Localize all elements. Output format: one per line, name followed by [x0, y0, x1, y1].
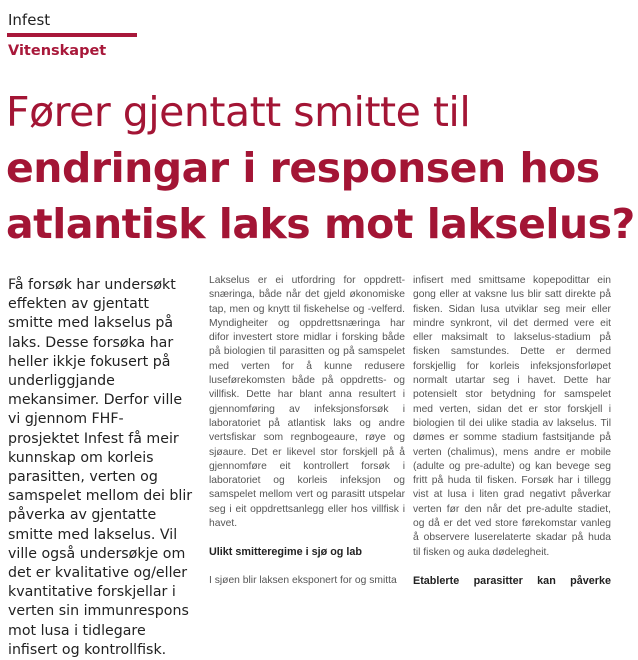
header-divider: [7, 33, 137, 37]
body-paragraph: Lakselus er ei utfordring for oppdrett-snæringa, både når det gjeld økonomiske tap, men og knytt til fiskehelse og -velferd. Myndigheiter og oppdrettsnæringa har difor investert store midlar i forsking både på biologien til parasitten og på samspelet med verten for å kunne redusere luseførekomsten både på oppdretts- og villfisk. Dette har blant anna resultert i gjennomføring av infeksjonsforsøk i laboratoriet på atlantisk laks og andre vertsfiskar som regnbogeaure, røye og sjøaure. Det er likevel stor forskjell på å gjennomføre eit kontrollert forsøk i laboratoriet og korleis infeksjon og samspelet mellom vert og parasitt utspelar seg i eit oppdrettsanlegg eller hos villfisk i havet.: [209, 275, 405, 530]
section-label: Vitenskapet: [8, 43, 107, 59]
subheading: Ulikt smitteregime i sjø og lab: [209, 546, 362, 559]
article-title: [6, 84, 636, 252]
title-line-1: Fører gjentatt smitte til: [6, 88, 471, 136]
publication-label: Infest: [8, 11, 51, 29]
title-line-3: atlantisk laks mot lakselus?: [6, 200, 635, 248]
title-line-2: endringar i responsen hos: [6, 144, 600, 192]
body-paragraph: I sjøen blir laksen eksponert for og smitta: [209, 574, 397, 586]
subheading: Etablerte parasitter kan påverke: [413, 574, 611, 587]
body-column-2: [209, 274, 405, 588]
lead-paragraph: Få forsøk har undersøkt effekten av gjentatt smitte med lakselus på laks. Desse forsøka har heller ikkje fokusert på underliggjande mekansimer. Derfor ville vi gjennom FHF-prosjektet Infest få meir kunnskap om korleis parasitten, verten og samspelet mellom dei blir påverka av gjentatte smitte med lakselus. Vil ville også undersøkje om det er kvalitative og/eller kvantitative forskjellar i verten sin immunrespons mot lusa i tidlegare infisert og kontrollfisk.: [8, 277, 193, 658]
body-paragraph: infisert med smittsame kopepodittar ein gong eller at vaksne lus blir satt direkte på fisken. Sidan lusa utviklar seg meir eller mindre synkront, vil det dermed vere eit eller maksimalt to lakselus-stadium på fisken samstundes. Dette er dermed forskjellig for korleis infeksjonsforløpet normalt utartar seg i havet. Dette har potensielt stor betydning for samspelet med verten, sidan det er stor forskjell i biologien til dei ulike stadia av lakselus. Til dømes er somme stadium fastsitjande på verten (chalimus), mens andre er mobile (adulte og pre-adulte) og kan bevege seg fritt på huda til fisken. Forsøk har i tillegg vist at lusa i liten grad negativt påverkar verten før den når det pre-adulte stadiet, og då er det ved store førekomstar vanleg å observere luserelaterte skadar på huda til fisken og auka dødelegheit.: [413, 275, 611, 558]
body-column-3: [413, 274, 611, 588]
